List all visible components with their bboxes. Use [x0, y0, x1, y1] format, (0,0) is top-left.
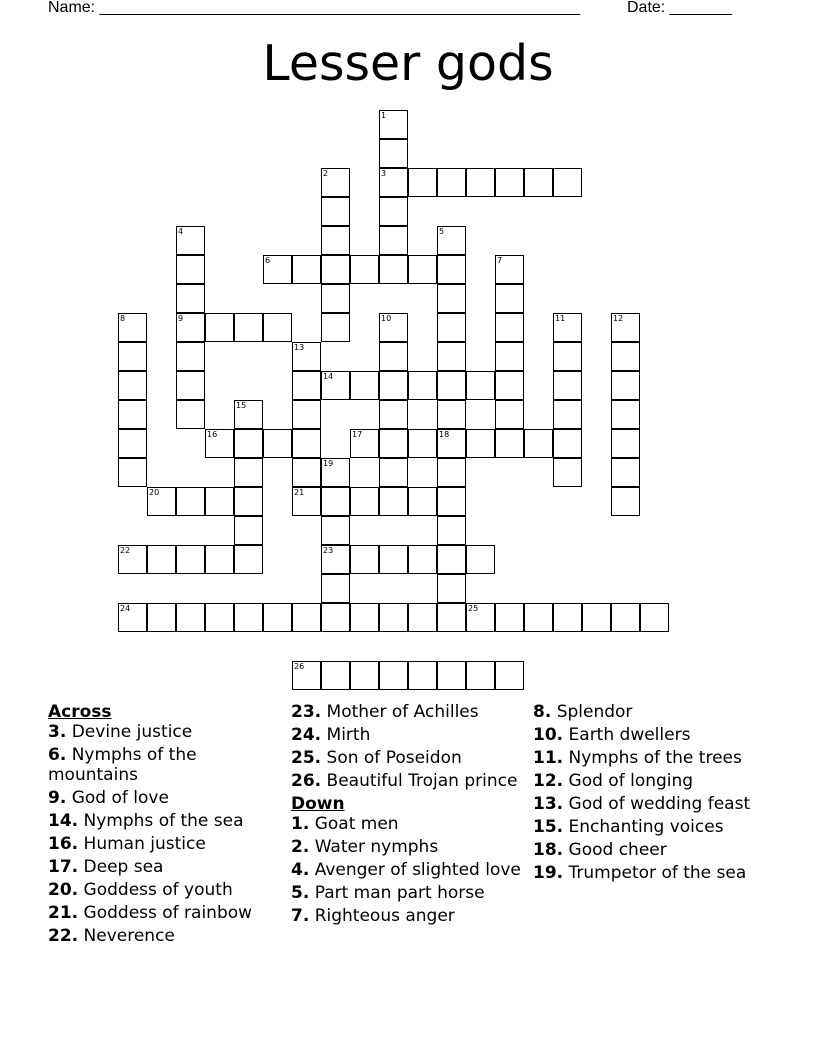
grid-cell[interactable]	[466, 429, 495, 458]
cell-number: 26	[294, 662, 305, 671]
grid-cell[interactable]	[437, 400, 466, 429]
grid-cell[interactable]	[176, 545, 205, 574]
puzzle-title: Lesser gods	[262, 35, 554, 92]
grid-cell[interactable]	[495, 429, 524, 458]
clue-number: 17.	[48, 857, 79, 877]
grid-cell[interactable]	[350, 371, 379, 400]
down-clue	[533, 840, 773, 860]
cell-number: 10	[381, 314, 392, 323]
grid-cell[interactable]	[176, 487, 205, 516]
clues-column-3	[533, 702, 773, 886]
clue-text: Goat men	[314, 814, 399, 834]
clue-number: 19.	[533, 863, 564, 883]
grid-cell[interactable]	[437, 458, 466, 487]
grid-cell[interactable]	[118, 371, 147, 400]
clue-number: 13.	[533, 794, 564, 814]
grid-cell[interactable]	[379, 110, 408, 139]
clue-text: Good cheer	[568, 840, 667, 860]
cell-number: 8	[120, 314, 126, 323]
cell-number: 14	[323, 372, 334, 381]
clue-text: God of longing	[568, 771, 694, 791]
clue-number: 16.	[48, 834, 79, 854]
grid-cell[interactable]	[495, 168, 524, 197]
cell-number: 21	[294, 488, 305, 497]
cell-number: 1	[381, 111, 387, 120]
clue-text: Earth dwellers	[568, 725, 691, 745]
grid-cell[interactable]	[263, 255, 292, 284]
grid-cell[interactable]	[321, 255, 350, 284]
grid-cell[interactable]	[234, 458, 263, 487]
grid-cell[interactable]	[292, 661, 321, 690]
grid-cell[interactable]	[437, 545, 466, 574]
grid-cell[interactable]	[176, 371, 205, 400]
clue-text: Goddess of rainbow	[83, 903, 253, 923]
clue-number: 24.	[291, 725, 322, 745]
across-clue	[48, 857, 278, 877]
grid-cell[interactable]	[408, 487, 437, 516]
down-clue	[533, 863, 773, 883]
grid-cell[interactable]	[379, 603, 408, 632]
grid-cell[interactable]	[176, 313, 205, 342]
grid-cell[interactable]	[379, 197, 408, 226]
clue-number: 7.	[291, 906, 310, 926]
grid-cell[interactable]	[437, 487, 466, 516]
grid-cell[interactable]	[466, 371, 495, 400]
grid-cell[interactable]	[379, 429, 408, 458]
clue-number: 1.	[291, 814, 310, 834]
across-clue	[291, 748, 521, 768]
grid-cell[interactable]	[379, 313, 408, 342]
clues-column-2	[291, 702, 521, 929]
grid-cell[interactable]	[321, 197, 350, 226]
grid-cell[interactable]	[321, 226, 350, 255]
grid-cell[interactable]	[350, 487, 379, 516]
clue-text: Goddess of youth	[83, 880, 233, 900]
grid-cell[interactable]	[118, 545, 147, 574]
grid-cell[interactable]	[495, 342, 524, 371]
grid-cell[interactable]	[611, 342, 640, 371]
grid-cell[interactable]	[408, 603, 437, 632]
clue-number: 8.	[533, 702, 552, 722]
cell-number: 13	[294, 343, 305, 352]
cell-number: 4	[178, 227, 184, 236]
grid-cell[interactable]	[495, 255, 524, 284]
across-clue	[48, 788, 278, 808]
clue-text: Splendor	[556, 702, 633, 722]
clue-number: 9.	[48, 788, 67, 808]
clue-text: Human justice	[83, 834, 206, 854]
grid-cell[interactable]	[408, 168, 437, 197]
down-clue	[533, 702, 773, 722]
across-clue	[291, 725, 521, 745]
grid-cell[interactable]	[321, 661, 350, 690]
cell-number: 7	[497, 256, 503, 265]
across-clue	[48, 811, 278, 831]
grid-cell[interactable]	[495, 284, 524, 313]
grid-cell[interactable]	[437, 371, 466, 400]
grid-cell[interactable]	[350, 603, 379, 632]
cell-number: 18	[439, 430, 450, 439]
grid-cell[interactable]	[524, 429, 553, 458]
clue-text: Avenger of slighted love	[314, 860, 521, 880]
grid-cell[interactable]	[611, 603, 640, 632]
clue-number: 11.	[533, 748, 564, 768]
cell-number: 9	[178, 314, 184, 323]
down-clue	[291, 906, 521, 926]
grid-cell[interactable]	[640, 603, 669, 632]
clue-text: God of love	[71, 788, 169, 808]
grid-cell[interactable]	[611, 400, 640, 429]
grid-cell[interactable]	[379, 371, 408, 400]
grid-cell[interactable]	[437, 574, 466, 603]
grid-cell[interactable]	[379, 458, 408, 487]
down-clue	[533, 817, 773, 837]
grid-cell[interactable]	[437, 255, 466, 284]
grid-cell[interactable]	[321, 168, 350, 197]
clue-text: Part man part horse	[314, 883, 485, 903]
grid-cell[interactable]	[408, 371, 437, 400]
grid-cell[interactable]	[582, 603, 611, 632]
cell-number: 23	[323, 546, 334, 555]
grid-cell[interactable]	[408, 255, 437, 284]
grid-cell[interactable]	[611, 313, 640, 342]
grid-cell[interactable]	[524, 168, 553, 197]
grid-cell[interactable]	[321, 284, 350, 313]
clue-text: Beautiful Trojan prince	[326, 771, 518, 791]
clue-number: 25.	[291, 748, 322, 768]
grid-cell[interactable]	[292, 255, 321, 284]
grid-cell[interactable]	[321, 574, 350, 603]
across-clue	[48, 926, 278, 946]
grid-cell[interactable]	[408, 429, 437, 458]
clue-number: 2.	[291, 837, 310, 857]
down-clue	[291, 814, 521, 834]
down-clue	[291, 837, 521, 857]
grid-cell[interactable]	[234, 429, 263, 458]
clue-text: Nymphs of the mountains	[48, 745, 197, 785]
down-clue	[291, 860, 521, 880]
grid-cell[interactable]	[205, 603, 234, 632]
grid-cell[interactable]	[553, 458, 582, 487]
grid-cell[interactable]	[176, 400, 205, 429]
grid-cell[interactable]	[611, 487, 640, 516]
grid-cell[interactable]	[176, 255, 205, 284]
grid-cell[interactable]	[495, 603, 524, 632]
grid-cell[interactable]	[147, 545, 176, 574]
grid-cell[interactable]	[350, 545, 379, 574]
cell-number: 25	[468, 604, 479, 613]
across-clue	[48, 903, 278, 923]
cell-number: 19	[323, 459, 334, 468]
clue-number: 15.	[533, 817, 564, 837]
grid-cell[interactable]	[466, 603, 495, 632]
grid-cell[interactable]	[292, 400, 321, 429]
grid-cell[interactable]	[176, 342, 205, 371]
down-clue	[533, 771, 773, 791]
clue-number: 26.	[291, 771, 322, 791]
cell-number: 17	[352, 430, 363, 439]
down-heading: Down	[291, 794, 345, 814]
grid-cell[interactable]	[321, 545, 350, 574]
grid-cell[interactable]	[234, 313, 263, 342]
clue-text: Enchanting voices	[568, 817, 724, 837]
clue-number: 5.	[291, 883, 310, 903]
across-clue	[48, 880, 278, 900]
grid-cell[interactable]	[466, 661, 495, 690]
grid-cell[interactable]	[321, 487, 350, 516]
grid-cell[interactable]	[379, 487, 408, 516]
grid-cell[interactable]	[350, 661, 379, 690]
grid-cell[interactable]	[379, 661, 408, 690]
grid-cell[interactable]	[611, 458, 640, 487]
clue-number: 18.	[533, 840, 564, 860]
clue-text: Neverence	[83, 926, 175, 946]
grid-cell[interactable]	[292, 603, 321, 632]
cell-number: 12	[613, 314, 624, 323]
down-clue	[533, 748, 773, 768]
down-clue	[291, 883, 521, 903]
clue-number: 3.	[48, 722, 67, 742]
date-label: Date: _______	[627, 0, 732, 16]
grid-cell[interactable]	[466, 545, 495, 574]
grid-cell[interactable]	[350, 429, 379, 458]
grid-cell[interactable]	[379, 139, 408, 168]
cell-number: 5	[439, 227, 445, 236]
grid-cell[interactable]	[379, 255, 408, 284]
clue-number: 22.	[48, 926, 79, 946]
clue-number: 4.	[291, 860, 310, 880]
grid-cell[interactable]	[437, 516, 466, 545]
grid-cell[interactable]	[176, 603, 205, 632]
grid-cell[interactable]	[321, 458, 350, 487]
grid-cell[interactable]	[379, 226, 408, 255]
grid-cell[interactable]	[437, 603, 466, 632]
grid-cell[interactable]	[234, 487, 263, 516]
cell-number: 6	[265, 256, 271, 265]
clue-number: 14.	[48, 811, 79, 831]
grid-cell[interactable]	[408, 545, 437, 574]
grid-cell[interactable]	[205, 313, 234, 342]
clue-number: 6.	[48, 745, 67, 765]
down-clue	[533, 725, 773, 745]
clue-number: 23.	[291, 702, 322, 722]
grid-cell[interactable]	[118, 342, 147, 371]
grid-cell[interactable]	[611, 429, 640, 458]
grid-cell[interactable]	[437, 313, 466, 342]
clue-text: Mirth	[326, 725, 371, 745]
grid-cell[interactable]	[292, 371, 321, 400]
grid-cell[interactable]	[611, 371, 640, 400]
grid-cell[interactable]	[553, 342, 582, 371]
grid-cell[interactable]	[321, 516, 350, 545]
grid-cell[interactable]	[292, 487, 321, 516]
across-clue	[291, 702, 521, 722]
grid-cell[interactable]	[495, 661, 524, 690]
grid-cell[interactable]	[379, 400, 408, 429]
grid-cell[interactable]	[263, 313, 292, 342]
grid-cell[interactable]	[321, 603, 350, 632]
clue-text: Son of Poseidon	[326, 748, 462, 768]
grid-cell[interactable]	[437, 661, 466, 690]
grid-cell[interactable]	[553, 400, 582, 429]
across-heading: Across	[48, 702, 112, 722]
name-label: Name: ______________________________________________________	[48, 0, 581, 16]
grid-cell[interactable]	[176, 226, 205, 255]
cell-number: 20	[149, 488, 160, 497]
cell-number: 22	[120, 546, 131, 555]
grid-cell[interactable]	[205, 487, 234, 516]
cell-number: 16	[207, 430, 218, 439]
clue-text: Trumpetor of the sea	[568, 863, 747, 883]
grid-cell[interactable]	[234, 400, 263, 429]
grid-cell[interactable]	[118, 313, 147, 342]
grid-cell[interactable]	[118, 458, 147, 487]
clue-number: 10.	[533, 725, 564, 745]
grid-cell[interactable]	[350, 255, 379, 284]
clues-column-1	[48, 702, 278, 949]
grid-cell[interactable]	[495, 313, 524, 342]
grid-cell[interactable]	[292, 429, 321, 458]
grid-cell[interactable]	[553, 603, 582, 632]
grid-cell[interactable]	[495, 371, 524, 400]
across-clue	[48, 745, 278, 785]
grid-cell[interactable]	[379, 545, 408, 574]
clue-number: 20.	[48, 880, 79, 900]
grid-cell[interactable]	[118, 429, 147, 458]
grid-cell[interactable]	[437, 284, 466, 313]
clue-text: Mother of Achilles	[326, 702, 479, 722]
grid-cell[interactable]	[495, 400, 524, 429]
grid-cell[interactable]	[205, 429, 234, 458]
grid-cell[interactable]	[553, 429, 582, 458]
clue-text: Righteous anger	[314, 906, 455, 926]
cell-number: 24	[120, 604, 131, 613]
grid-cell[interactable]	[118, 603, 147, 632]
grid-cell[interactable]	[321, 313, 350, 342]
grid-cell[interactable]	[147, 603, 176, 632]
down-clue	[533, 794, 773, 814]
clue-text: Deep sea	[83, 857, 164, 877]
grid-cell[interactable]	[466, 168, 495, 197]
grid-cell[interactable]	[408, 661, 437, 690]
grid-cell[interactable]	[292, 458, 321, 487]
grid-cell[interactable]	[234, 516, 263, 545]
grid-cell[interactable]	[379, 168, 408, 197]
grid-cell[interactable]	[553, 313, 582, 342]
across-clue	[48, 722, 278, 742]
grid-cell[interactable]	[553, 371, 582, 400]
grid-cell[interactable]	[176, 284, 205, 313]
cell-number: 15	[236, 401, 247, 410]
grid-cell[interactable]	[234, 603, 263, 632]
across-clue	[48, 834, 278, 854]
clue-text: Nymphs of the trees	[568, 748, 742, 768]
clue-text: Devine justice	[71, 722, 193, 742]
grid-cell[interactable]	[437, 342, 466, 371]
grid-cell[interactable]	[379, 342, 408, 371]
grid-cell[interactable]	[553, 168, 582, 197]
grid-cell[interactable]	[205, 545, 234, 574]
clue-text: Water nymphs	[314, 837, 439, 857]
clue-number: 12.	[533, 771, 564, 791]
across-clue	[291, 771, 521, 791]
grid-cell[interactable]	[118, 400, 147, 429]
cell-number: 11	[555, 314, 566, 323]
grid-cell[interactable]	[321, 371, 350, 400]
grid-cell[interactable]	[263, 429, 292, 458]
grid-cell[interactable]	[263, 603, 292, 632]
clue-text: Nymphs of the sea	[83, 811, 244, 831]
grid-cell[interactable]	[524, 603, 553, 632]
cell-number: 3	[381, 169, 387, 178]
clue-number: 21.	[48, 903, 79, 923]
grid-cell[interactable]	[437, 429, 466, 458]
grid-cell[interactable]	[292, 342, 321, 371]
grid-cell[interactable]	[437, 226, 466, 255]
grid-cell[interactable]	[437, 168, 466, 197]
clue-text: God of wedding feast	[568, 794, 751, 814]
grid-cell[interactable]	[234, 545, 263, 574]
cell-number: 2	[323, 169, 329, 178]
grid-cell[interactable]	[147, 487, 176, 516]
